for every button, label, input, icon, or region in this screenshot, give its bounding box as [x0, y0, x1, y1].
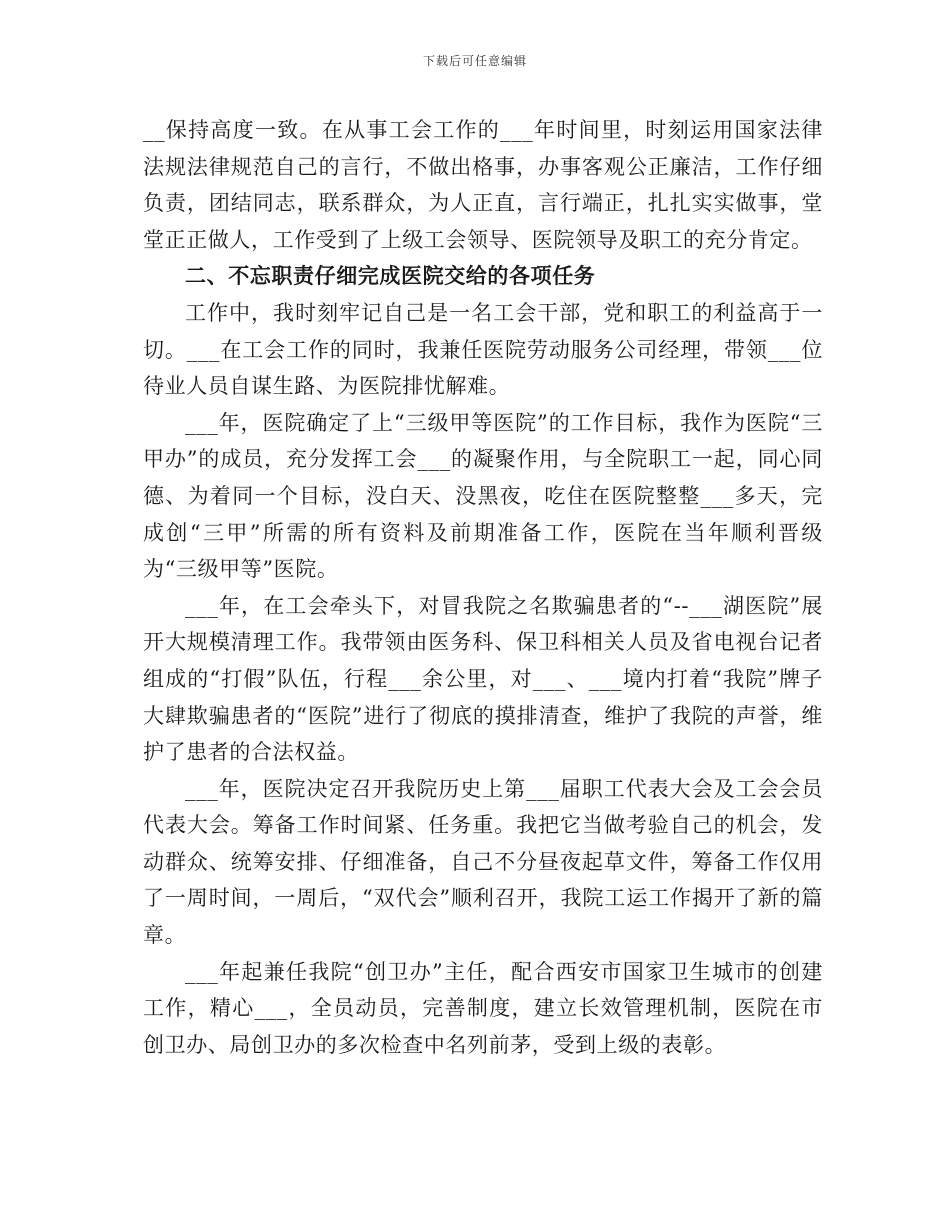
- document-body: [143, 112, 823, 1063]
- paragraph-4: ___年，医院决定召开我院历史上第___届职工代表大会及工会会员代表大会。筹备工作时间紧、任务重。我把它当做考验自己的机会，发动群众、统筹安排、仔细准备，自己不分昼夜起草文件，筹备工作仅用了一周时间，一周后，“双代会”顺利召开，我院工运工作揭开了新的篇章。: [143, 776, 823, 948]
- paragraph-continued: __保持高度一致。在从事工会工作的___年时间里，时刻运用国家法律法规法律规范自己的言行，不做出格事，办事客观公正廉洁，工作仔细负责，团结同志，联系群众，为人正直，言行端正，扎扎实实做事，堂堂正正做人，工作受到了上级工会领导、医院领导及职工的充分肯定。: [143, 118, 823, 252]
- page-header: 下载后可任意编辑: [422, 54, 527, 68]
- paragraph-2: ___年，医院确定了上“三级甲等医院”的工作目标，我作为医院“三甲办”的成员，充分发挥工会___的凝聚作用，与全院职工一起，同心同德、为着同一个目标，没白天、没黑夜，吃住在医院整整___多天，完成创“三甲”所需的所有资料及前期准备工作，医院在当年顺利晋级为“三级甲等”医院。: [143, 410, 823, 582]
- paragraph-3: ___年，在工会牵头下，对冒我院之名欺骗患者的“--___湖医院”展开大规模清理工作。我带领由医务科、保卫科相关人员及省电视台记者组成的“打假”队伍，行程___余公里，对___、___境内打着“我院”牌子大肆欺骗患者的“医院”进行了彻底的摸排清查，维护了我院的声誉，维护了患者的合法权益。: [143, 593, 823, 765]
- section-heading: 二、不忘职责仔细完成医院交给的各项任务: [185, 263, 596, 289]
- paragraph-5: ___年起兼任我院“创卫办”主任，配合西安市国家卫生城市的创建工作，精心___，全员动员，完善制度，建立长效管理机制，医院在市创卫办、局创卫办的多次检查中名列前茅，受到上级的表彰。: [143, 959, 823, 1057]
- paragraph-1: 工作中，我时刻牢记自己是一名工会干部，党和职工的利益高于一切。___在工会工作的同时，我兼任医院劳动服务公司经理，带领___位待业人员自谋生路、为医院排忧解难。: [143, 300, 823, 399]
